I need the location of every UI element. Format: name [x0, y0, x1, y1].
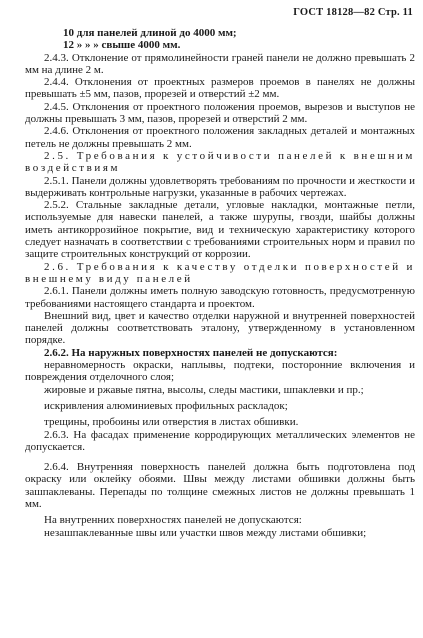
clause-2-6-1-appearance: Внешний вид, цвет и качество отделки наружной и внутренней поверхностей панелей должны соответствовать эталону, утвержденному в установленном порядке.: [25, 309, 415, 347]
tolerance-line-2: 12 » » » свыше 4000 мм.: [63, 39, 181, 52]
clause-2-6-1: 2.6.1. Панели должны иметь полную заводскую готовность, предусмотренную требованиями настоящего стандарта и проектом.: [25, 285, 415, 310]
section-2-5-heading: 2.5. Требования к устойчивости панелей к внешним воздействиям: [25, 149, 415, 175]
page-number: Стр. 11: [377, 7, 413, 18]
clause-2-4-5: 2.4.5. Отклонения от проектного положения проемов, вырезов и выступов не должны превышать 3 мм, пазов, прорезей и отверстий 2 мм.: [25, 100, 415, 126]
defect-item-stains: жировые и ржавые пятна, высолы, следы мастики, шпаклевки и пр.;: [44, 383, 364, 396]
clause-2-6-2: 2.6.2. На наружных поверхностях панелей не допускаются:: [44, 346, 338, 359]
page-header: [293, 7, 413, 18]
internal-defects-intro: На внутренних поверхностях панелей не допускаются:: [44, 514, 302, 527]
internal-defect-seams: незашпаклеванные швы или участки швов между листами обшивки;: [44, 526, 367, 539]
clause-2-5-2: 2.5.2. Стальные закладные детали, угловые накладки, монтажные петли, используемые для навески панелей, а также шурупы, гвозди, шайбы должны иметь антикоррозийное покрытие, вид и техническую характеристику которого следует назначать в соответствии с требованиями строительных норм и правил по защите строительных конструкций от коррозии.: [25, 199, 415, 261]
clause-2-4-4: 2.4.4. Отклонения от проектных размеров проемов в панелях не должны превышать ±5 мм, пазов, прорезей и отверстий ±2 мм.: [25, 76, 415, 101]
clause-2-4-6: 2.4.6. Отклонения от проектного положения закладных деталей и монтажных петель не должны превышать 2 мм.: [25, 125, 415, 150]
clause-2-4-3: 2.4.3. Отклонение от прямолинейности граней панели не должно превышать 2 мм на длине 2 м.: [25, 51, 415, 76]
clause-2-6-4: 2.6.4. Внутренняя поверхность панелей должна быть подготовлена под окраску или оклейку обоями. Швы между листами обшивки должны быть зашпаклеваны. Перепады по толщине смежных листов не должны превышать 1 мм.: [25, 461, 415, 510]
tolerance-line-1: 10 для панелей длиной до 4000 мм;: [63, 27, 237, 39]
defect-item-profiles: искривления алюминиевых профильных раскладок;: [44, 399, 288, 412]
clause-2-5-1: 2.5.1. Панели должны удовлетворять требованиям по прочности и жесткости и выдерживать контрольные нагрузки, указанные в рабочих чертежах.: [25, 174, 415, 199]
defect-item-cracks: трещины, пробоины или отверстия в листах обшивки.: [44, 416, 299, 429]
section-2-6-heading: 2.6. Требования к качеству отделки поверхностей и внешнему виду панелей: [25, 260, 415, 285]
defect-item-painting: неравномерность окраски, наплывы, подтеки, посторонние включения и повреждения отделочного слоя;: [25, 359, 415, 384]
document-body: [25, 27, 415, 539]
clause-2-6-3: 2.6.3. На фасадах применение корродирующих металлических элементов не допускается.: [25, 428, 415, 453]
standard-number: ГОСТ 18128—82: [293, 7, 376, 18]
